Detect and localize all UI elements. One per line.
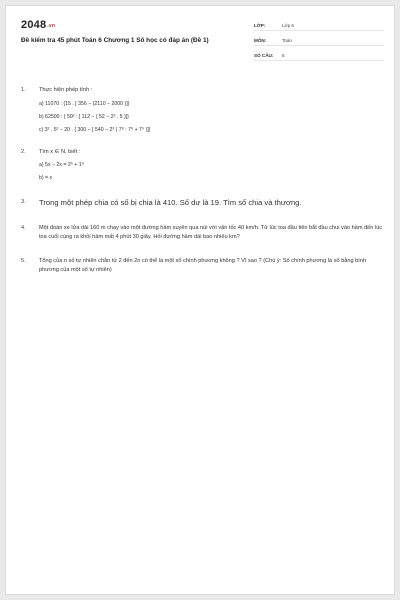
- meta-key: LỚP:: [254, 23, 266, 28]
- meta-row-subject: [254, 35, 384, 46]
- question-text: Tìm x ∈ N, biết :: [39, 148, 81, 155]
- meta-value: 5: [282, 53, 285, 58]
- exam-meta: [254, 20, 384, 65]
- meta-value: Lớp 6: [282, 23, 294, 28]
- sub-question: a) 5x − 2x = 2⁵ + 1⁹: [39, 162, 84, 168]
- meta-row-count: [254, 50, 384, 61]
- question-3: [21, 198, 383, 208]
- meta-row-class: [254, 20, 384, 31]
- exam-title: Đề kiểm tra 45 phút Toán 6 Chương 1 Số học có đáp án (Đề 1): [21, 37, 209, 44]
- exam-page: [5, 5, 395, 595]
- question-number: 1.: [21, 87, 26, 93]
- site-logo[interactable]: [21, 19, 55, 31]
- question-text: Tổng của n số tự nhiên chẵn từ 2 đến 2n có thể là một số chính phương không ? Vì sao ? (Chú ý: Số chính phương là số bằng bình phương của một số tự nhiên): [39, 258, 367, 273]
- logo-suffix: .vn: [47, 23, 56, 29]
- question-list: [21, 86, 383, 287]
- logo-text: 2048: [21, 19, 47, 31]
- meta-value: Toán: [282, 38, 292, 43]
- question-text: Trong một phép chia có số bị chia là 410. Số dư là 19. Tìm số chia và thương.: [39, 198, 302, 207]
- question-number: 3.: [21, 199, 26, 205]
- sub-question: b) = x: [39, 175, 53, 181]
- sub-question: a) 11070 : {15 . [ 356 − (2110 − 2000 )]}: [39, 100, 130, 107]
- question-number: 4.: [21, 225, 26, 231]
- question-number: 2.: [21, 148, 26, 155]
- sub-question: c) 3³ . 5³ − 20 . { 300 − [ 540 − 2³ ( 7⁸ : 7⁶ + 7⁰ )]}: [39, 126, 151, 133]
- question-number: 5.: [21, 258, 26, 264]
- meta-key: SỐ CÂU:: [254, 53, 274, 58]
- question-2: [21, 148, 383, 183]
- question-text: Thực hiện phép tính :: [39, 87, 93, 93]
- question-1: [21, 86, 383, 134]
- sub-question: b) 62500 : { 50² : [ 112 − ( 52 − 2³ . 5 )]}: [39, 113, 129, 120]
- question-5: [21, 257, 383, 274]
- meta-key: MÔN:: [254, 38, 267, 43]
- question-text: Một đoàn xe lửa dài 160 m chạy vào một đường hầm xuyên qua núi với vận tốc 40 km/h. Từ lúc toa đầu tiên bắt đầu chui vào hầm đến lúc toa cuối cùng ra khỏi hầm mất 4 phút 30 giây. Hỏi đường hầm dài bao nhiêu km?: [39, 225, 383, 240]
- question-4: [21, 224, 383, 241]
